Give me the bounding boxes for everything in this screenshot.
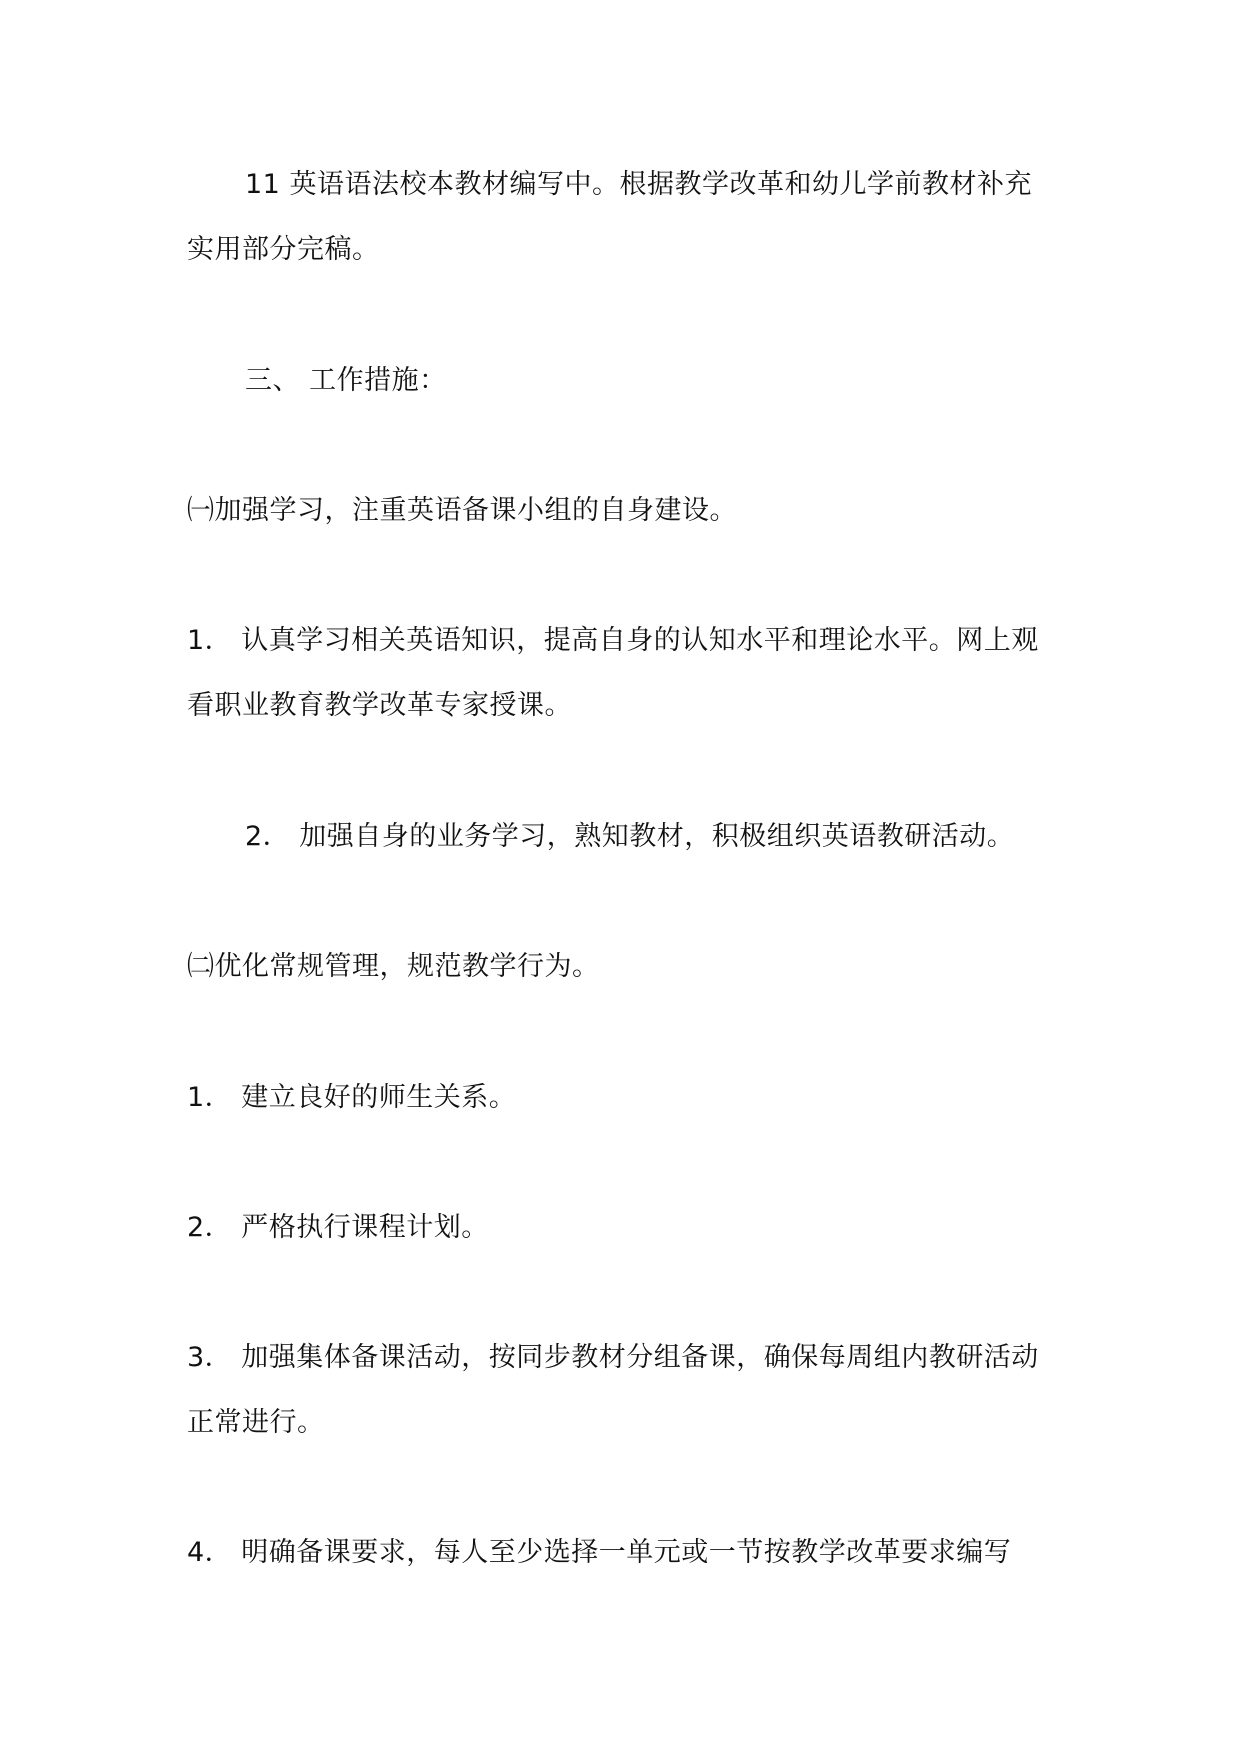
subheading-optimize-management: ㈡优化常规管理，规范教学行为。 <box>187 951 600 982</box>
section-heading-work-measures: 三、 工作措施： <box>245 365 447 396</box>
list-item-business-learning: 2． 加强自身的业务学习，熟知教材，积极组织英语教研活动。 <box>245 821 1015 852</box>
list-item-collective-lesson-prep: 3． 加强集体备课活动，按同步教材分组备课，确保每周组内教研活动正常进行。 <box>187 1342 1039 1438</box>
list-item-teacher-student-relations: 1． 建立良好的师生关系。 <box>187 1082 517 1113</box>
list-item-course-plan: 2． 严格执行课程计划。 <box>187 1212 489 1243</box>
list-item-study-knowledge: 1． 认真学习相关英语知识，提高自身的认知水平和理论水平。网上观看职业教育教学改革专家授课。 <box>187 625 1039 721</box>
subheading-strengthen-learning: ㈠加强学习，注重英语备课小组的自身建设。 <box>187 495 737 526</box>
paragraph-textbook-compilation: 11 英语语法校本教材编写中。根据教学改革和幼儿学前教材补充实用部分完稿。 <box>187 169 1032 265</box>
list-item-lesson-prep-requirements: 4． 明确备课要求，每人至少选择一单元或一节按教学改革要求编写 <box>187 1537 1012 1568</box>
